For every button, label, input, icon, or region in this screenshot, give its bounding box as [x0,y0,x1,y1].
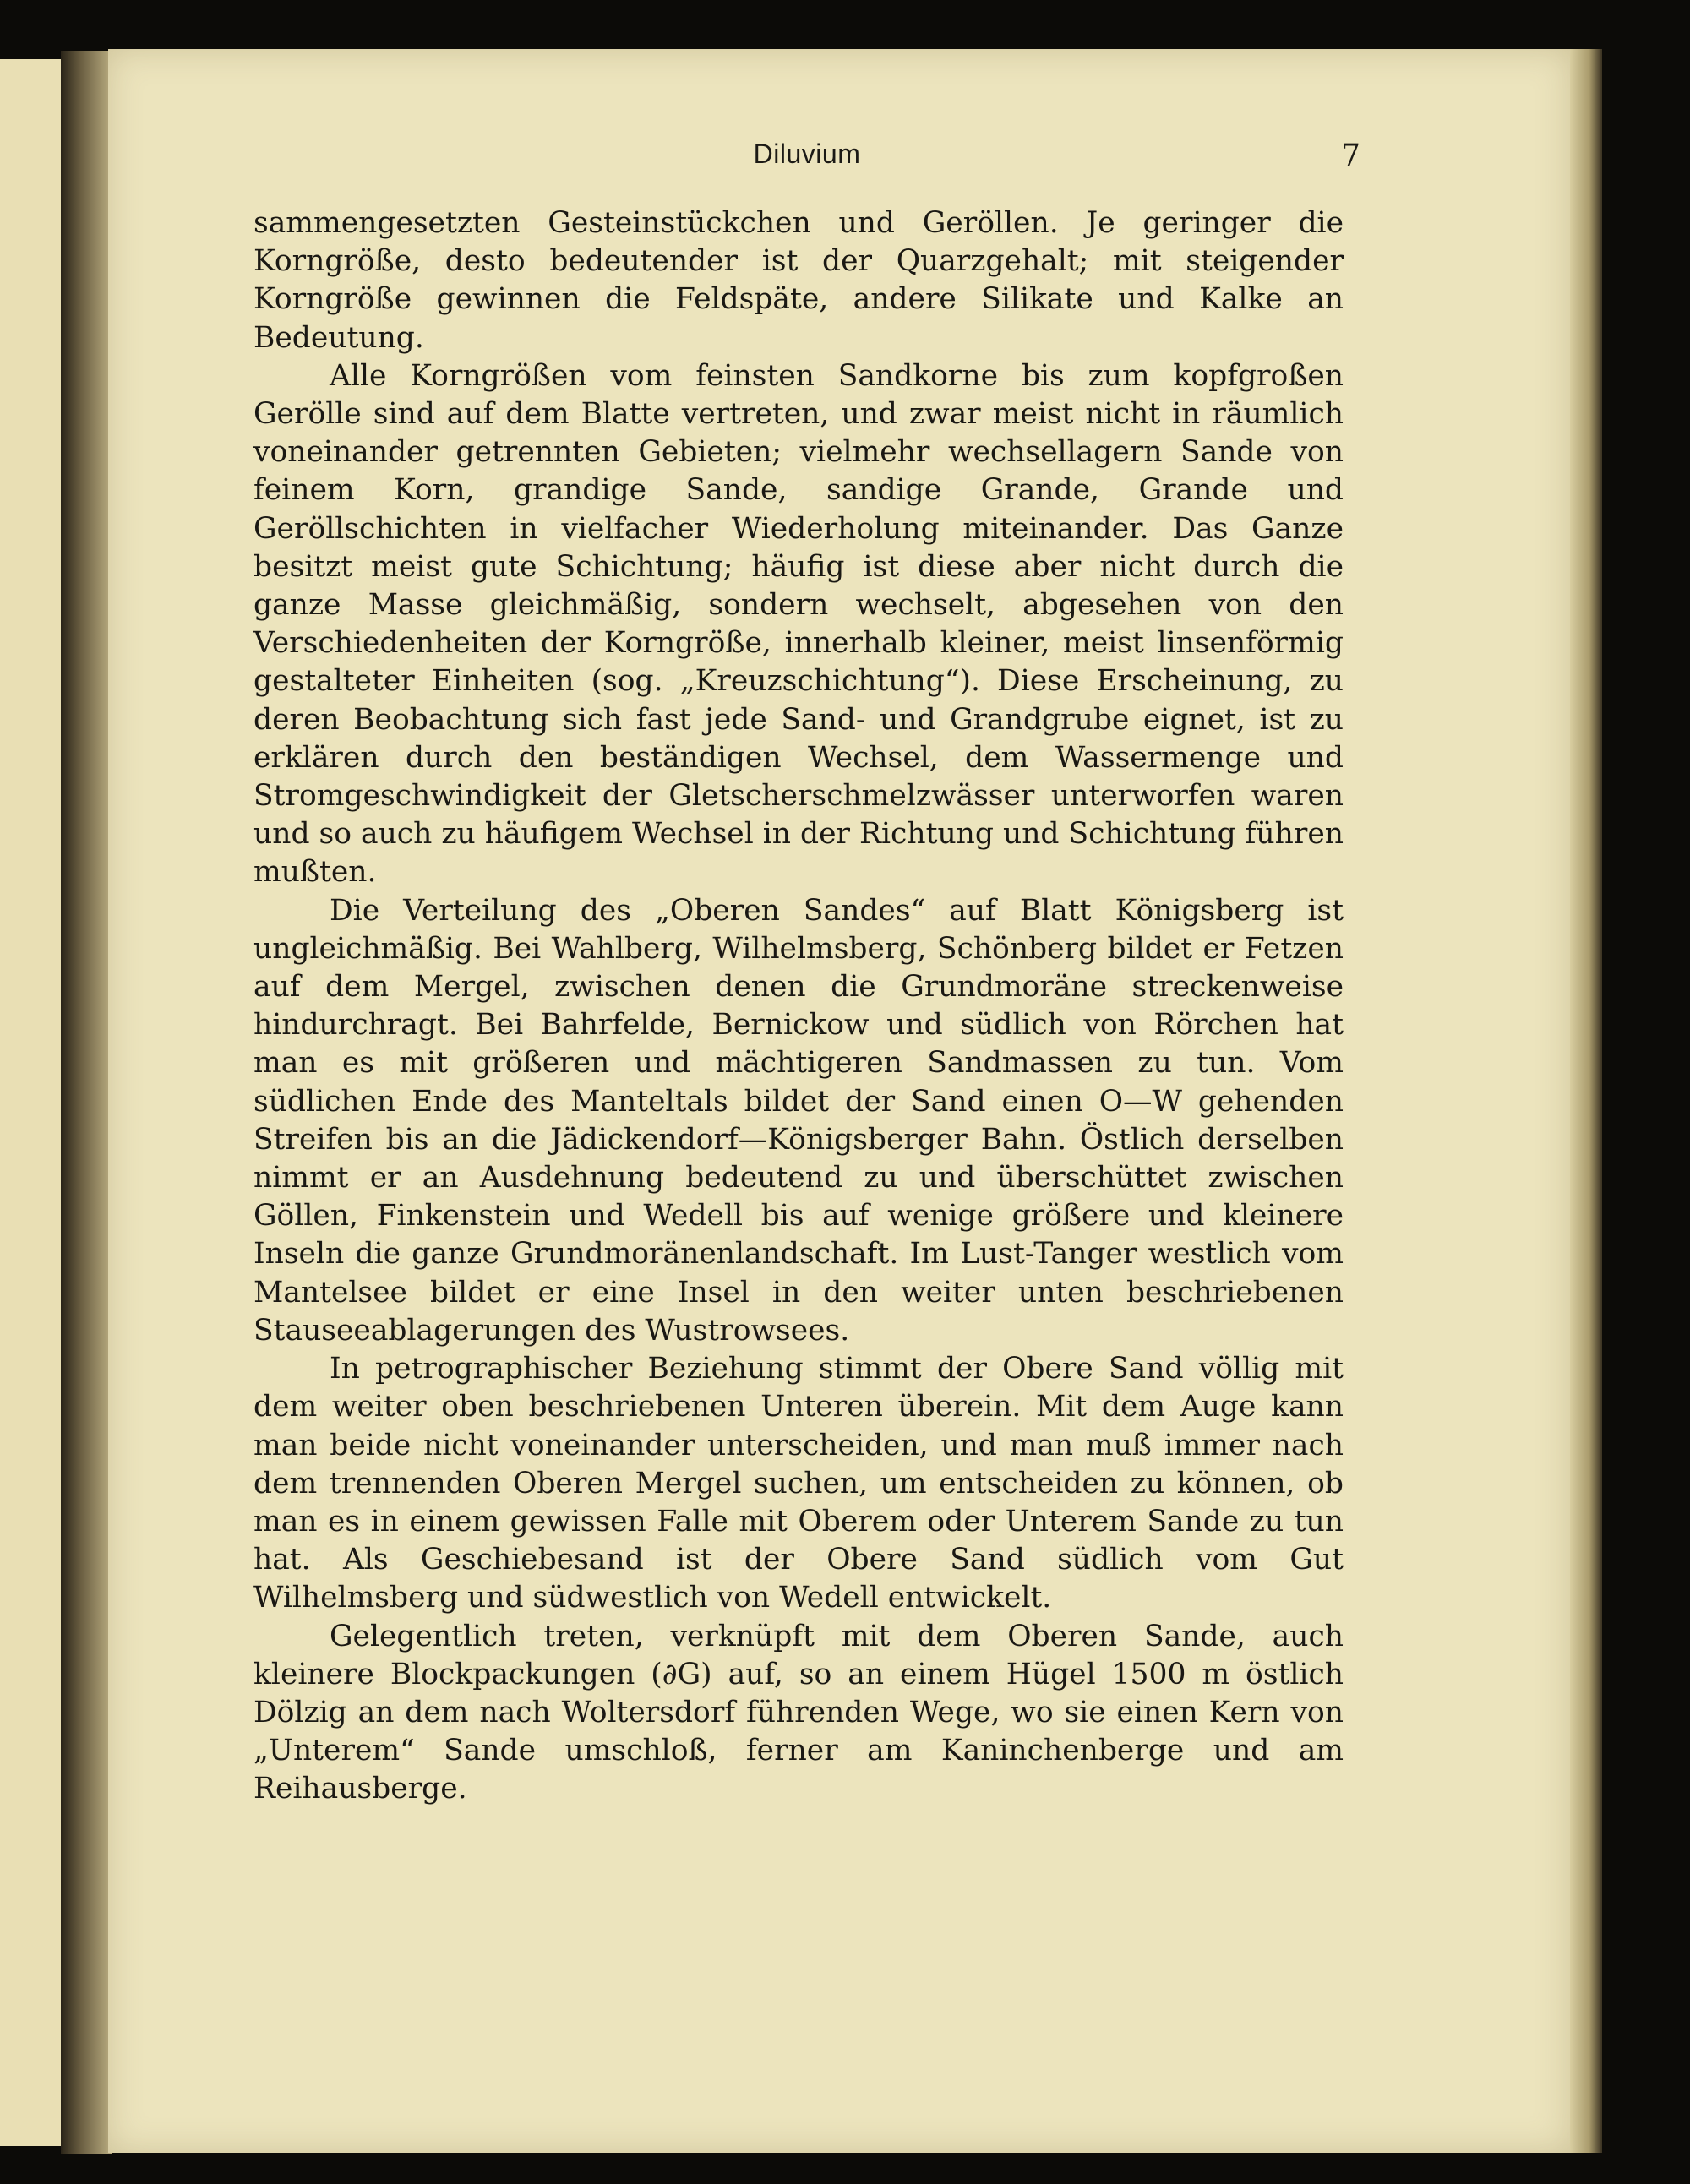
left-page-edge [0,59,61,2146]
paragraph-grain-sizes: Alle Korngrößen vom feinsten Sandkorne bis zum kopfgroßen Gerölle sind auf dem Blatte vertreten, und zwar meist nicht in räumlich voneinander getrennten Gebieten; vielmehr wechsellagern Sande von feinem Korn, grandige Sande, sandige Grande, Grande und Geröllschichten in vielfacher Wiederholung miteinander. Das Ganze besitzt meist gute Schichtung; häufig ist diese aber nicht durch die ganze Masse gleichmäßig, sondern wechselt, abgesehen von den Verschiedenheiten der Korngröße, innerhalb kleiner, meist linsenförmig gestalteter Einheiten (sog. „Kreuzschichtung“). Diese Erscheinung, zu deren Beobachtung sich fast jede Sand- und Grandgrube eignet, ist zu erklären durch den beständigen Wechsel, dem Wassermenge und Stromgeschwindigkeit der Gletscherschmelzwässer unterworfen waren und so auch zu häufigem Wechsel in der Richtung und Schichtung führen mußten. [254,358,1344,890]
paragraph-continuation: sammengesetzten Gesteinstückchen und Geröllen. Je geringer die Korngröße, desto bedeutender ist der Quarzgehalt; mit steigender Korngröße gewinnen die Feldspäte, andere Silikate und Kalke an Bedeutung. [254,206,1344,355]
page-right-edge [1570,49,1602,2153]
paragraph-distribution: Die Verteilung des „Oberen Sandes“ auf Blatt Königsberg ist ungleichmäßig. Bei Wahlberg, Wilhelmsberg, Schönberg bildet er Fetzen auf dem Mergel, zwischen denen die Grundmoräne streckenweise hindurchragt. Bei Bahrfelde, Bernickow und südlich von Rörchen hat man es mit größeren und mächtigeren Sandmassen zu tun. Vom südlichen Ende des Manteltals bildet der Sand einen O—W gehenden Streifen bis an die Jädickendorf—Königsberger Bahn. Östlich derselben nimmt er an Ausdehnung bedeutend zu und überschüttet zwischen Göllen, Finkenstein und Wedell bis auf wenige größere und kleinere Inseln die ganze Grundmoränenlandschaft. Im Lust-Tanger westlich vom Mantelsee bildet er eine Insel in den weiter unten beschriebenen Stauseeablagerungen des Wustrowsees. [254,893,1344,1348]
book-gutter [61,51,112,2154]
paragraph-block-packings: Gelegentlich treten, verknüpft mit dem Oberen Sande, auch kleinere Blockpackungen (∂G) auf, so an einem Hügel 1500 m östlich Dölzig an dem nach Woltersdorf führenden Wege, wo sie einen Kern von „Unterem“ Sande umschloß, ferner am Kaninchenberge und am Reihausberge. [254,1619,1344,1806]
paragraph-petrography: In petrographischer Beziehung stimmt der Obere Sand völlig mit dem weiter oben beschriebenen Unteren überein. Mit dem Auge kann man beide nicht voneinander unterscheiden, und man muß immer nach dem trennenden Oberen Mergel suchen, um entscheiden zu können, ob man es in einem gewissen Falle mit Oberem oder Unterem Sande zu tun hat. Als Geschiebesand ist der Obere Sand südlich vom Gut Wilhelmsberg und südwestlich von Wedell entwickelt. [254,1352,1344,1615]
page-header [254,139,1360,181]
running-head: Diluvium [753,139,861,169]
body-text [254,204,1344,1809]
page-number: 7 [1341,139,1360,173]
